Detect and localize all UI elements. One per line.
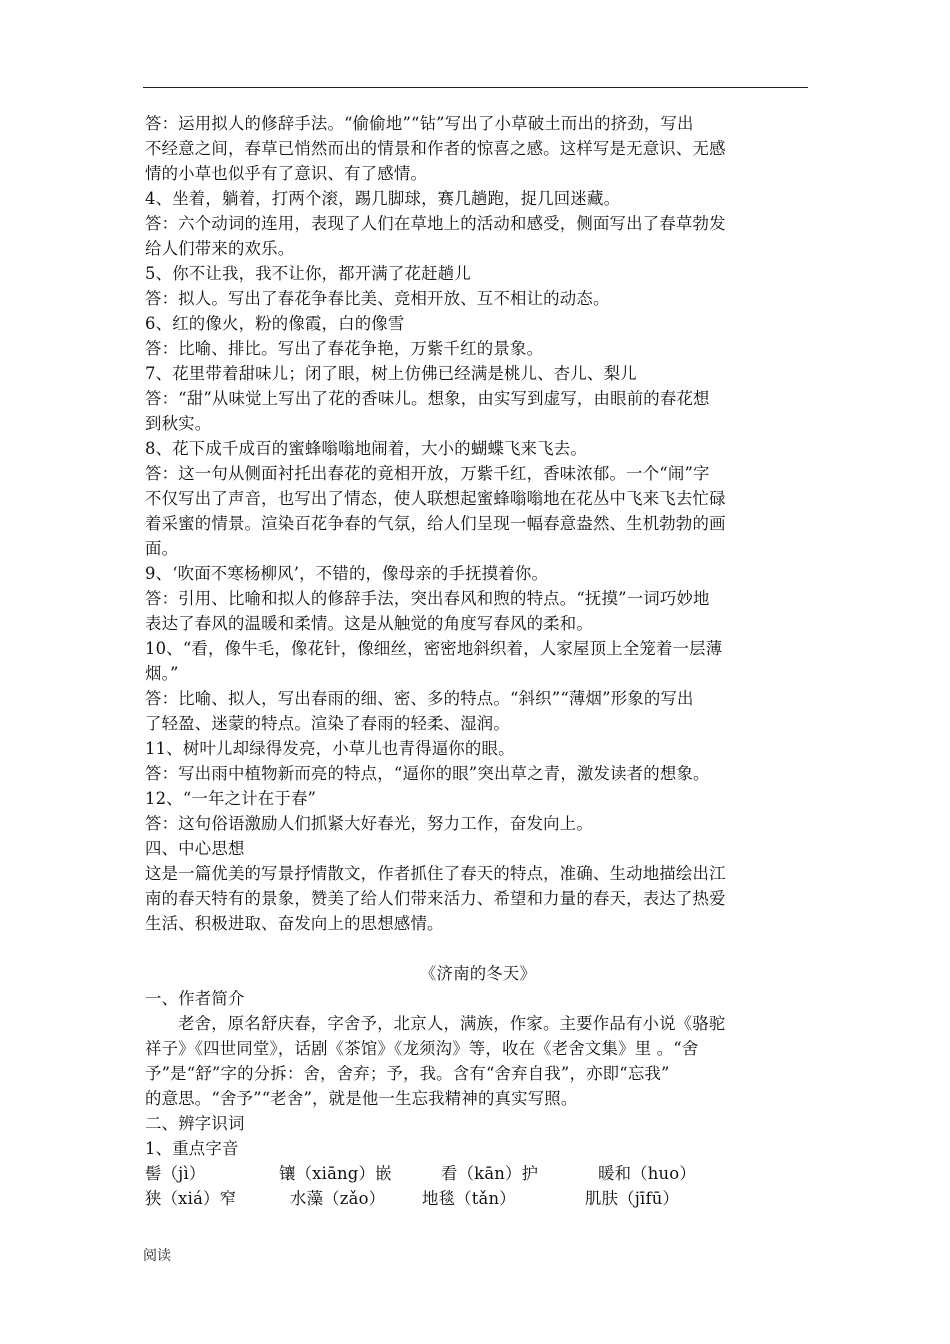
- text-line: 8、花下成千成百的蜜蜂嗡嗡地闹着，大小的蝴蝶飞来飞去。: [145, 439, 587, 458]
- pinyin-item: 地毯（tǎn）: [422, 1189, 516, 1208]
- text-line: 的意思。“舍予”“老舍”，就是他一生忘我精神的真实写照。: [145, 1089, 578, 1108]
- pinyin-item: 肌肤（jīfū）: [585, 1189, 680, 1208]
- text-line: 4、坐着，躺着，打两个滚，踢几脚球，赛几趟跑，捉几回迷藏。: [145, 189, 621, 208]
- text-line: 10、“看，像牛毛，像花针，像细丝，密密地斜织着，人家屋顶上全笼着一层薄: [145, 639, 723, 658]
- text-line: 11、树叶儿却绿得发亮，小草儿也青得逼你的眼。: [145, 739, 515, 758]
- pinyin-item: 髻（jì）: [145, 1164, 206, 1183]
- text-line: 7、花里带着甜味儿；闭了眼，树上仿佛已经满是桃儿、杏儿、梨儿: [145, 364, 637, 383]
- text-line: 答：拟人。写出了春花争春比美、竞相开放、互不相让的动态。: [145, 289, 610, 308]
- text-line: 到秋实。: [145, 414, 212, 433]
- section-heading: 四、中心思想: [145, 839, 245, 858]
- text-line: 面。: [145, 539, 179, 558]
- header-rule: [143, 87, 808, 88]
- text-line: 答：六个动词的连用，表现了人们在草地上的活动和感受，侧面写出了春草勃发: [145, 214, 726, 233]
- text-line: 5、你不让我，我不让你，都开满了花赶趟儿: [145, 264, 471, 283]
- text-line: 祥子》《四世同堂》，话剧《茶馆》《龙须沟》等，收在《老舍文集》里 。“舍: [145, 1039, 699, 1058]
- text-line: 给人们带来的欢乐。: [145, 239, 295, 258]
- text-line: 表达了春风的温暖和柔情。这是从触觉的角度写春风的柔和。: [145, 614, 593, 633]
- text-line: 予”是“舒”字的分拆：舍，舍弃；予，我。含有“舍弃自我”，亦即“忘我”: [145, 1064, 670, 1083]
- section-heading: 一、作者简介: [145, 989, 245, 1008]
- page-footer: 阅读: [143, 1248, 171, 1264]
- text-line: 答：引用、比喻和拟人的修辞手法，突出春风和煦的特点。“抚摸”一词巧妙地: [145, 589, 710, 608]
- text-line: 答：这句俗语激励人们抓紧大好春光，努力工作，奋发向上。: [145, 814, 593, 833]
- text-line: 答：这一句从侧面衬托出春花的竟相开放，万紫千红，香味浓郁。一个“闹”字: [145, 464, 710, 483]
- subsection-heading: 1、重点字音: [145, 1139, 239, 1158]
- text-line: 答：“甜”从味觉上写出了花的香味儿。想象，由实写到虚写，由眼前的春花想: [145, 389, 710, 408]
- text-line: 6、红的像火，粉的像霞，白的像雪: [145, 314, 405, 333]
- pinyin-item: 看（kān）护: [441, 1164, 539, 1183]
- text-line: 烟。”: [145, 664, 179, 683]
- pinyin-item: 狭（xiá）窄: [145, 1189, 237, 1208]
- pinyin-row: [145, 1161, 811, 1186]
- text-line: 南的春天特有的景象，赞美了给人们带来活力、希望和力量的春天，表达了热爱: [145, 889, 726, 908]
- section-title: 《济南的冬天》: [419, 964, 537, 983]
- text-line: 老舍，原名舒庆春，字舍予，北京人，满族，作家。主要作品有小说《骆驼: [178, 1014, 726, 1033]
- text-line: 12、“一年之计在于春”: [145, 789, 317, 808]
- text-line: 生活、积极进取、奋发向上的思想感情。: [145, 914, 444, 933]
- text-line: 情的小草也似乎有了意识、有了感情。: [145, 164, 428, 183]
- text-line: 答：运用拟人的修辞手法。“偷偷地”“钻”写出了小草破土而出的挤劲，写出: [145, 114, 694, 133]
- text-line: 9、‘吹面不寒杨柳风’，不错的，像母亲的手抚摸着你。: [145, 564, 549, 583]
- document-body: [145, 111, 811, 1211]
- text-line: 着采蜜的情景。渲染百花争春的气氛，给人们呈现一幅春意盎然、生机勃勃的画: [145, 514, 726, 533]
- text-line: 这是一篇优美的写景抒情散文，作者抓住了春天的特点，准确、生动地描绘出江: [145, 864, 726, 883]
- section-heading: 二、辨字识词: [145, 1114, 245, 1133]
- text-line: 答：比喻、排比。写出了春花争艳，万紫千红的景象。: [145, 339, 544, 358]
- text-line: 不仅写出了声音，也写出了情态，使人联想起蜜蜂嗡嗡地在花丛中飞来飞去忙碌: [145, 489, 726, 508]
- text-line: 不经意之间，春草已悄然而出的情景和作者的惊喜之感。这样写是无意识、无感: [145, 139, 726, 158]
- pinyin-item: 暖和（huo）: [598, 1164, 696, 1183]
- pinyin-row: [145, 1186, 811, 1211]
- pinyin-item: 水藻（zǎo）: [290, 1189, 386, 1208]
- pinyin-item: 镶（xiāng）嵌: [279, 1164, 392, 1183]
- text-line: 答：比喻、拟人，写出春雨的细、密、多的特点。“斜织”“薄烟”形象的写出: [145, 689, 694, 708]
- text-line: 了轻盈、迷蒙的特点。渲染了春雨的轻柔、湿润。: [145, 714, 510, 733]
- text-line: 答：写出雨中植物新而亮的特点，“逼你的眼”突出草之青，激发读者的想象。: [145, 764, 710, 783]
